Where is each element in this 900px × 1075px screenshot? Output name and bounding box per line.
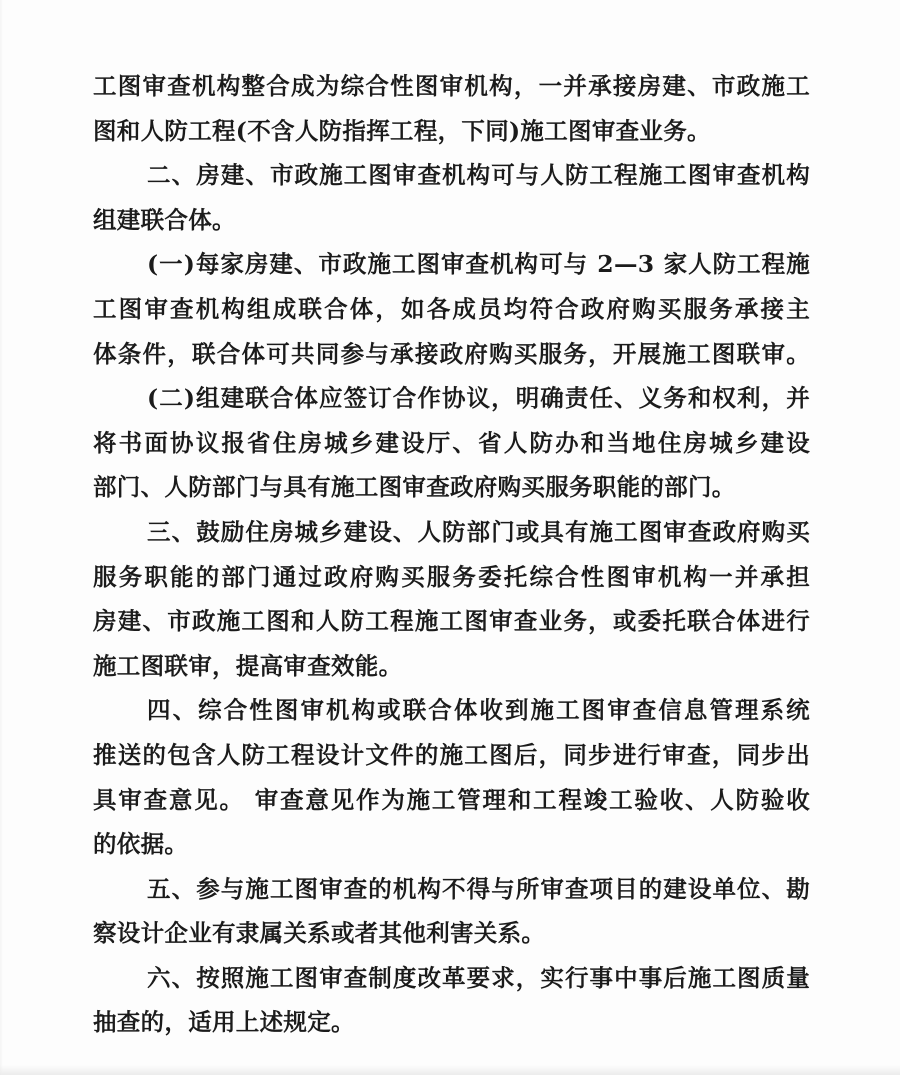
text-line: 推送的包含人防工程设计文件的施工图后，同步进行审查，同步出 xyxy=(93,740,810,769)
text-line: 六、按照施工图审查制度改革要求，实行事中事后施工图质量 xyxy=(147,963,810,992)
text-line: 部门、人防部门与具有施工图审查政府购买服务职能的部门。 xyxy=(93,473,736,502)
text-line: 三、鼓励住房城乡建设、人防部门或具有施工图审查政府购买 xyxy=(147,517,810,546)
text-line: 服务职能的部门通过政府购买服务委托综合性图审机构一并承担 xyxy=(93,562,810,591)
text-line: 房建、市政施工图和人防工程施工图审查业务，或委托联合体进行 xyxy=(93,607,810,636)
text-line: 具审查意见。 审查意见作为施工管理和工程竣工验收、人防验收 xyxy=(93,785,810,814)
text-line: 的依据。 xyxy=(93,830,189,859)
document-text-block xyxy=(93,64,810,1045)
text-line: (二)组建联合体应签订合作协议，明确责任、义务和权利，并 xyxy=(147,384,810,413)
text-line: 察设计企业有隶属关系或者其他利害关系。 xyxy=(93,919,546,948)
page-bottom-edge-shading xyxy=(0,1065,900,1075)
text-line: 体条件，联合体可共同参与承接政府购买服务，开展施工图联审。 xyxy=(93,339,810,368)
text-line: 抽查的，适用上述规定。 xyxy=(93,1008,355,1037)
text-line: 施工图联审，提高审查效能。 xyxy=(93,651,403,680)
text-line: 四、综合性图审机构或联合体收到施工图审查信息管理系统 xyxy=(147,696,810,725)
page-left-edge-shading xyxy=(0,0,3,1075)
text-line: 二、房建、市政施工图审查机构可与人防工程施工图审查机构 xyxy=(147,161,810,190)
text-line: 图和人防工程(不含人防指挥工程，下同)施工图审查业务。 xyxy=(93,116,711,145)
text-line: 工图审查机构组成联合体，如各成员均符合政府购买服务承接主 xyxy=(93,294,810,323)
text-line: 将书面协议报省住房城乡建设厅、省人防办和当地住房城乡建设 xyxy=(93,428,810,457)
text-line: 五、参与施工图审查的机构不得与所审查项目的建设单位、勘 xyxy=(147,874,810,903)
text-line: 工图审查机构整合成为综合性图审机构，一并承接房建、市政施工 xyxy=(93,72,810,100)
text-line: (一)每家房建、市政施工图审查机构可与 2—3 家人防工程施 xyxy=(147,250,810,279)
text-line: 组建联合体。 xyxy=(93,205,236,234)
